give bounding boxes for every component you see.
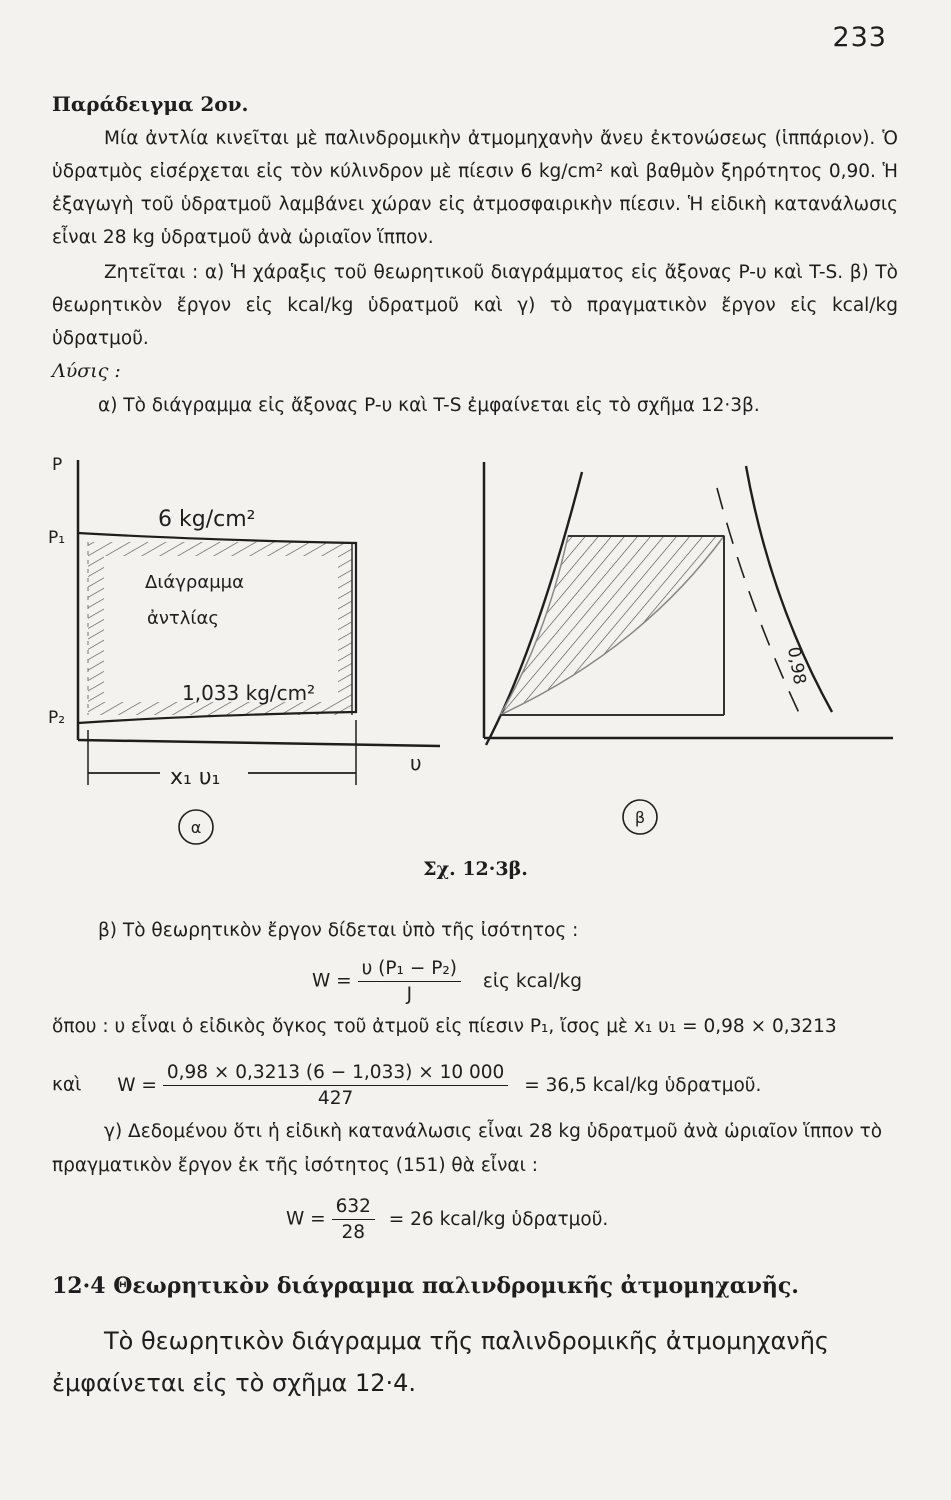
eq3-numerator: 632 bbox=[332, 1196, 375, 1220]
eq3-fraction bbox=[332, 1196, 375, 1243]
eq1-unit: εἰς kcal/kg bbox=[482, 970, 582, 992]
eq1-numerator: υ (P₁ − P₂) bbox=[358, 958, 461, 982]
equation-actual-work bbox=[286, 1196, 608, 1243]
equation-theoretical-work bbox=[312, 958, 582, 1005]
page-number: 233 bbox=[832, 22, 887, 53]
eq3-denominator: 28 bbox=[341, 1222, 365, 1243]
circle-beta-label: β bbox=[634, 808, 646, 827]
circle-alpha-label: α bbox=[190, 818, 202, 837]
eq3-lhs: W = bbox=[286, 1208, 326, 1230]
v-axis-line bbox=[78, 740, 440, 746]
where-clause: ὅπου : υ εἶναι ὁ εἰδικὸς ὄγκος τοῦ ἀτμοῦ εἰς πίεσιν P₁, ἴσος μὲ x₁ υ₁ = 0,98 × 0,3213 bbox=[52, 1016, 837, 1037]
eq3-result: = 26 kcal/kg ὑδρατμοῦ. bbox=[388, 1208, 609, 1230]
equation-numeric-work bbox=[52, 1062, 761, 1109]
gamma-answer bbox=[52, 1115, 898, 1183]
eq2-result: = 36,5 kcal/kg ὑδρατμοῦ. bbox=[524, 1074, 762, 1096]
gamma-paragraph: γ) Δεδομένου ὅτι ἡ εἰδικὴ κατανάλωσις εἶναι 28 kg ὑδρατμοῦ ἀνὰ ὡριαῖον ἵππον τὸ πραγματικὸν ἔργον ἐκ τῆς ἰσότητος (151) θὰ εἶναι : bbox=[52, 1121, 883, 1176]
bottom-pressure-label: 1,033 kg/cm² bbox=[182, 681, 316, 705]
eq1-fraction bbox=[358, 958, 461, 1005]
eq2-prefix: καὶ bbox=[52, 1074, 82, 1096]
pump-diagram-label-1: Διάγραμμα bbox=[145, 572, 244, 593]
v-axis-label: υ bbox=[410, 751, 422, 775]
figure-caption: Σχ. 12·3β. bbox=[423, 858, 528, 880]
eq1-denominator: J bbox=[406, 984, 413, 1005]
problem-statement bbox=[52, 122, 898, 254]
eq2-lhs: W = bbox=[117, 1074, 157, 1096]
problem-paragraph-2: Ζητεῖται : α) Ἡ χάραξις τοῦ θεωρητικοῦ διαγράμματος εἰς ἄξονας P-υ καὶ T-S. β) Τὸ θεωρητικὸν ἔργον εἰς kcal/kg ὑδρατμοῦ καὶ γ) τὸ πραγματικὸν ἔργον εἰς kcal/kg ὑδρατμοῦ. bbox=[52, 262, 898, 349]
pv-diagram bbox=[48, 455, 440, 844]
section-heading: 12·4 Θεωρητικὸν διάγραμμα παλινδρομικῆς ἀτμομηχανῆς. bbox=[52, 1273, 799, 1299]
pump-diagram-label-2: ἀντλίας bbox=[147, 608, 219, 629]
problem-paragraph-1: Μία ἀντλία κινεῖται μὲ παλινδρομικὴν ἀτμομηχανὴν ἄνευ ἐκτονώσεως (ἱππάριον). Ὁ ὑδρατμὸς εἰσέρχεται εἰς τὸν κύλινδρον μὲ πίεσιν 6 kg/cm² καὶ βαθμὸν ξηρότητος 0,90. Ἡ ἐξαγωγὴ τοῦ ὑδρατμοῦ λαμβάνει χώραν εἰς ἀτμοσφαιρικὴν πίεσιν. Ἡ εἰδικὴ κατανάλωσις εἶναι 28 kg ὑδρατμοῦ ἀνὰ ὡριαῖον ἵππον. bbox=[52, 128, 898, 248]
ts-diagram bbox=[484, 462, 893, 834]
eq2-fraction bbox=[163, 1062, 509, 1109]
beta-answer: β) Τὸ θεωρητικὸν ἔργον δίδεται ὑπὸ τῆς ἰσότητος : bbox=[98, 920, 579, 941]
eq1-lhs: W = bbox=[312, 970, 352, 992]
solution-label: Λύσις : bbox=[52, 360, 121, 382]
section-body bbox=[52, 1320, 898, 1404]
alpha-answer: α) Τὸ διάγραμμα εἰς ἄξονας P-υ καὶ T-S ἐμφαίνεται εἰς τὸ σχῆμα 12·3β. bbox=[98, 395, 760, 416]
top-pressure-label: 6 kg/cm² bbox=[158, 507, 256, 532]
eq2-numerator: 0,98 × 0,3213 (6 − 1,033) × 10 000 bbox=[163, 1062, 509, 1086]
p1-label: P₁ bbox=[48, 528, 66, 548]
ts-work-area bbox=[500, 536, 724, 715]
volume-label: x₁ υ₁ bbox=[170, 765, 221, 790]
quality-label: 0,98 bbox=[783, 645, 810, 687]
p2-label: P₂ bbox=[48, 708, 66, 728]
section-paragraph: Τὸ θεωρητικὸν διάγραμμα τῆς παλινδρομικῆς ἀτμομηχανῆς ἐμφαίνεται εἰς τὸ σχῆμα 12·4. bbox=[52, 1327, 830, 1397]
eq2-denominator: 427 bbox=[317, 1088, 354, 1109]
figure-12-3b bbox=[0, 440, 951, 855]
example-heading: Παράδειγμα 2ον. bbox=[52, 92, 249, 116]
problem-requirements bbox=[52, 256, 898, 355]
p-axis-label: P bbox=[52, 455, 63, 475]
